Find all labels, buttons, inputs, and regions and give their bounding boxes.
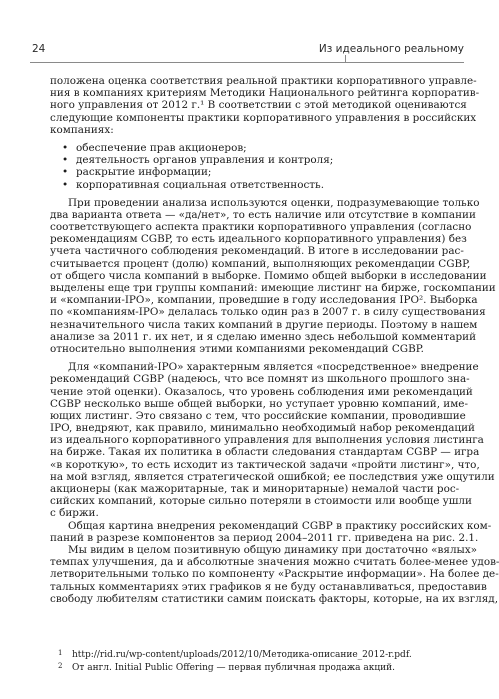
text-line: считывается процент (долю) компаний, выполняющих рекомендации CGBP, [50, 257, 471, 270]
list-item: • раскрытие информации; [62, 166, 212, 179]
text-line: летворительными только по компоненту «Раскрытие информации». На более де- [50, 568, 499, 581]
text-line: выделены еще три группы компаний: имеющие листинг на бирже, госкомпании [50, 282, 496, 294]
header-rule-tick [345, 55, 346, 63]
text-line: рекомендаций CGBP (надеюсь, что все помнят из школьного прошлого зна- [50, 373, 470, 386]
bullet-icon: • [62, 141, 69, 154]
footnote-mark: 1 [58, 649, 63, 657]
text-line: сийских компаний, которые сильно потеряли в стоимости или вообще ушли [50, 495, 472, 508]
footnote [50, 649, 444, 662]
text-line: следующие компоненты практики корпоративного управления в российских [50, 111, 477, 124]
body-text [50, 75, 499, 605]
paragraph-5 [50, 543, 499, 605]
footnotes [50, 649, 444, 675]
text-line: соответствующего аспекта практики корпоративного управления (согласно [50, 221, 472, 234]
bullet-icon: • [62, 154, 69, 167]
text-line: Для «компаний-IPO» характерным является «посредственное» внедрение [68, 361, 479, 374]
footnote-mark: 2 [58, 662, 63, 670]
text-line: на мой взгляд, является стратегической ошибкой; ее последствия уже ощутили [50, 470, 495, 483]
text-line: чение этой оценки). Оказалось, что уровень соблюдения ими рекомендаций [50, 385, 473, 398]
text-line: IPO, внедряют, как правило, минимально необходимый набор рекомендаций [50, 422, 475, 435]
text-line: по «компаниям-IPO» делалась только один раз в 2007 г. в силу существования [50, 306, 486, 319]
text-line: учета частичного соблюдения рекомендаций. В итоге в исследовании рас- [50, 245, 464, 258]
text-line: и «компании-IPO», компании, проведшие в году исследования IPO². Выборка [50, 294, 478, 307]
bullet-icon: • [62, 178, 69, 191]
text-line: на бирже. Такая их политика в области следования стандартам CGBP — игра [50, 446, 480, 459]
footnote-link[interactable]: http://rid.ru/wp-content/uploads/2012/10/Методика-описание_2012-r.pdf. [72, 650, 412, 660]
text-line: тальных комментариях этих графиков я не буду останавливаться, предоставив [50, 580, 487, 593]
text-line: акционеры (как мажоритарные, так и миноритарные) немалой части рос- [50, 483, 460, 495]
text-line: свободу любителям статистики самим поискать факторы, которые, на их взгляд, [50, 592, 499, 605]
text-line: два варианта ответа — «да/нет», то есть наличие или отсутствие в компании [50, 208, 476, 221]
footnote-text: От англ. Initial Public Offering — первая публичная продажа акций. [72, 663, 395, 673]
paragraph-2 [50, 196, 496, 355]
text-line: паний в разрезе компонентов за период 2004–2011 гг. приведена на рис. 2.1. [50, 531, 479, 544]
text-line: CGBP несколько выше общей выборки, но уступает уровню компаний, име- [50, 397, 468, 410]
text-line: незначительного числа таких компаний в другие периоды. Поэтому в нашем [50, 318, 478, 331]
text-line: рекомендациям CGBP, то есть идеального корпоративного управления) без [50, 233, 467, 246]
text-line: положена оценка соответствия реальной практики корпоративного управле- [50, 75, 477, 87]
text-line: ющих листинг. Это связано с тем, что российские компании, проводившие [50, 409, 466, 422]
list-item: • корпоративная социальная ответственность. [62, 178, 324, 191]
page-number: 24 [32, 43, 46, 55]
text-line: компаниях: [50, 123, 114, 136]
list-item: • деятельность органов управления и контроля; [62, 154, 334, 167]
text-line: темпах улучшения, да и абсолютные значения можно считать более-менее удов- [50, 556, 499, 569]
text-line: Общая картина внедрения рекомендаций CGBP в практику российских ком- [68, 519, 492, 532]
text-line: «в короткую», то есть исходит из тактической задачи «пройти листинг», что, [50, 458, 480, 471]
bullet-list [50, 142, 444, 191]
running-title: Из идеального реальному [318, 43, 464, 55]
list-item: • обеспечение прав акционеров; [62, 141, 247, 154]
text-line: ного управления от 2012 г.¹ В соответствии с этой методикой оцениваются [50, 99, 467, 112]
text-line: ния в компаниях критериям Методики Национального рейтинга корпоратив- [50, 87, 480, 100]
running-header [30, 43, 464, 59]
text-line: относительно выполнения этими компаниями рекомендаций CGBP. [50, 342, 424, 355]
paragraph-4 [50, 519, 492, 544]
paragraph-1 [50, 75, 480, 136]
text-line: от общего числа компаний в выборке. Помимо общей выборки в исследовании [50, 269, 487, 282]
footnote [50, 662, 444, 675]
text-line: из идеального корпоративного управления для выполнения условия листинга [50, 434, 484, 447]
header-rule [30, 62, 464, 63]
text-line: анализе за 2011 г. их нет, и я сделаю именно здесь небольшой комментарий [50, 330, 477, 343]
text-line: При проведении анализа используются оценки, подразумевающие только [68, 196, 480, 209]
bullet-icon: • [62, 166, 69, 179]
text-line: Мы видим в целом позитивную общую динамику при достаточно «вялых» [68, 543, 478, 556]
text-line: с биржи. [50, 507, 99, 520]
paragraph-3 [50, 361, 495, 520]
